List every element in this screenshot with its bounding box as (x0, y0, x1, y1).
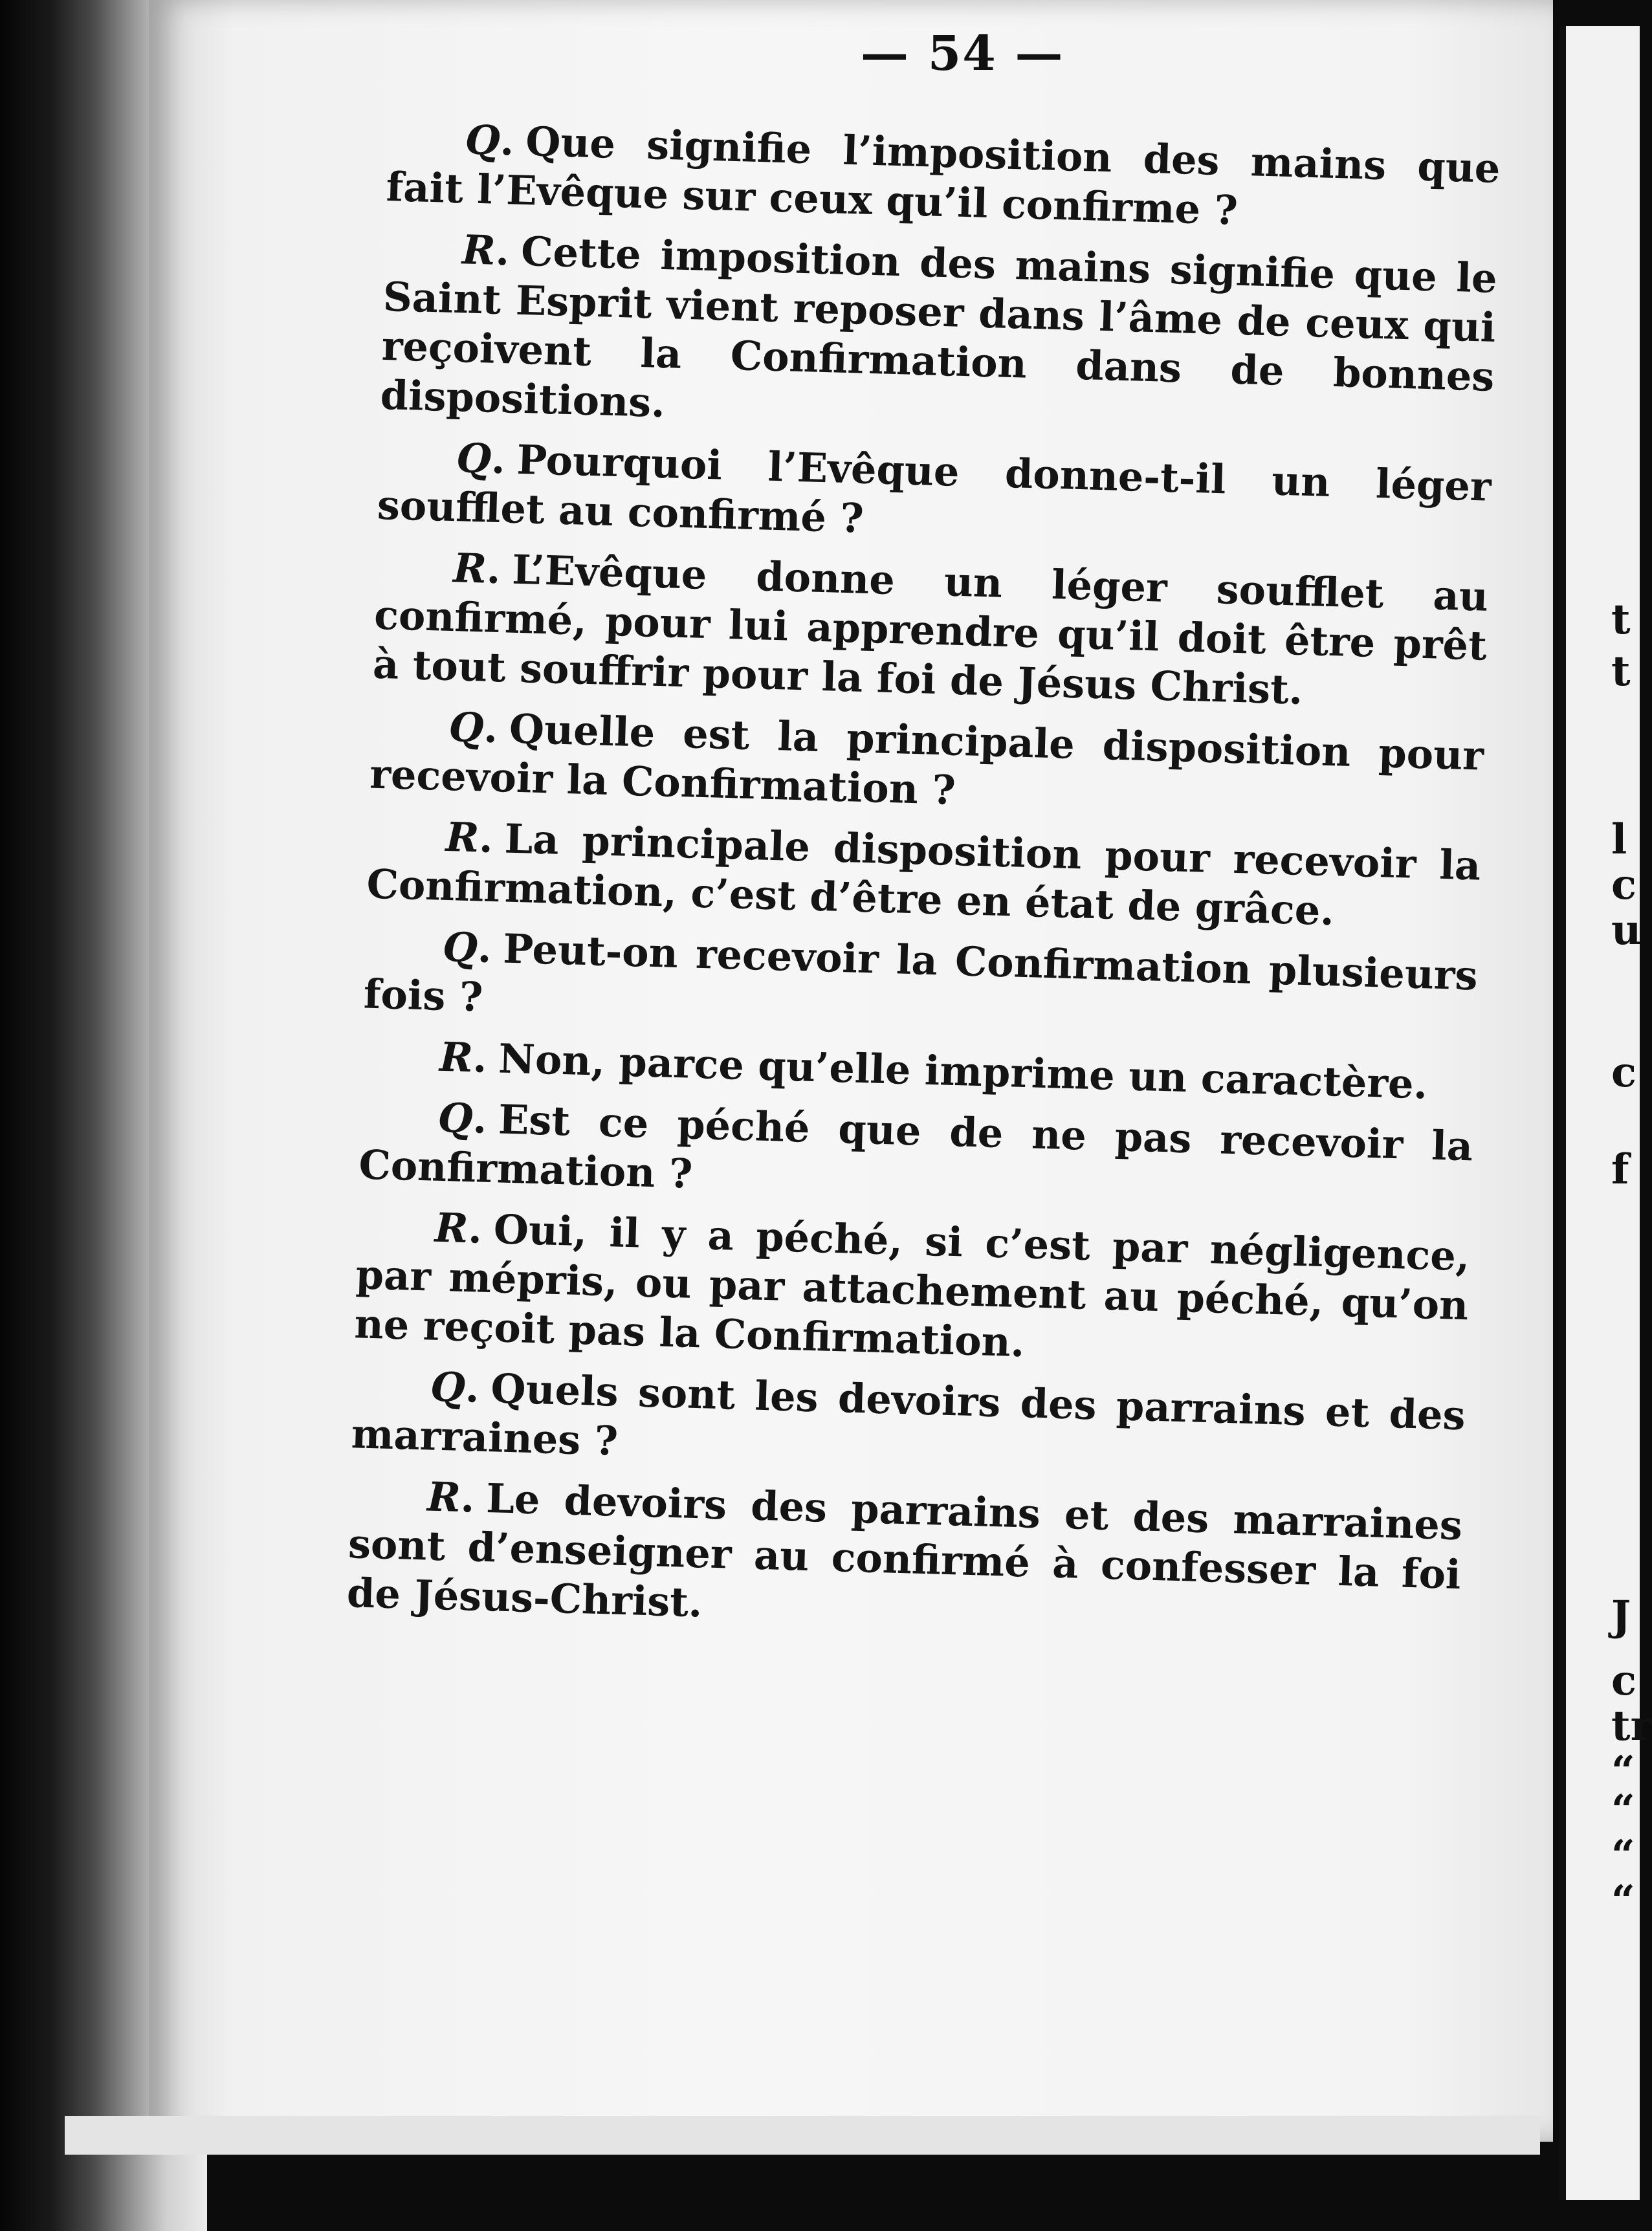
question-text: Pourquoi l’Evêque donne-t-il un léger soufflet au confirmé ? (377, 435, 1492, 542)
answer-text: Oui, il y a péché, si c’est par négligence, par mépris, ou par attachement au péché, qu’on ne reçoit pas la Confirmation. (353, 1205, 1471, 1367)
answer-paragraph: R. Non, parce qu’elle imprime un caractère. (439, 1033, 1429, 1108)
answer-paragraph: R. La principale disposition pour recevoir la Confirmation, c’est d’être en état de grâce. (366, 813, 1482, 935)
answer-marker: R (426, 1473, 461, 1521)
question-marker: Q (456, 434, 492, 483)
answer-marker: R (439, 1033, 474, 1082)
adjacent-page-fragment: c (1611, 1048, 1636, 1097)
question-paragraph: Q. Pourquoi l’Evêque donne-t-il un léger soufflet au confirmé ? (377, 434, 1492, 542)
adjacent-page-fragment: c (1611, 1656, 1636, 1705)
adjacent-page-fragment: J (1611, 1592, 1631, 1640)
answer-text: La principale disposition pour recevoir la Confirmation, c’est d’être en état de grâce. (366, 815, 1482, 935)
adjacent-page-fragment: t (1611, 647, 1631, 696)
answer-marker: R (452, 544, 487, 593)
answer-paragraph: R. Cette imposition des mains signifie que le Saint Esprit vient reposer dans l’âme de ceux qui reçoivent la Confirmation dans de bonnes dispositions. (379, 226, 1498, 427)
question-paragraph: Q. Peut-on recevoir la Confirmation plusieurs fois ? (362, 923, 1479, 1021)
question-paragraph: Q. Quels sont les devoirs des parrains et des marraines ? (350, 1363, 1466, 1465)
question-text: Quels sont les devoirs des parrains et des marraines ? (350, 1365, 1466, 1465)
question-marker: Q (430, 1363, 467, 1412)
adjacent-page-fragment: t (1611, 595, 1631, 644)
answer-marker: R (445, 813, 480, 862)
adjacent-page-fragment: “ (1611, 1876, 1635, 1925)
catechism-text (346, 113, 1501, 1660)
adjacent-page-fragment: “ (1611, 1831, 1635, 1880)
question-text: Que signifie l’imposition des mains que fait l’Evêque sur ceux qu’il confirme ? (385, 117, 1501, 234)
question-text: Quelle est la principale disposition pour recevoir la Confirmation ? (369, 705, 1484, 814)
question-marker: Q (442, 923, 479, 972)
adjacent-page-fragment: c (1611, 861, 1636, 909)
answer-text: Le devoirs des parrains et des marraines sont d’enseigner au confirmé à confesser la foi de Jésus-Christ. (346, 1475, 1463, 1627)
adjacent-page-fragment: f (1611, 1145, 1629, 1194)
answer-text: Non, parce qu’elle imprime un caractère. (498, 1035, 1429, 1108)
adjacent-page-fragment: u (1611, 906, 1642, 954)
answer-paragraph: R. Oui, il y a péché, si c’est par négligence, par mépris, ou par attachement au péché, qu’on ne reçoit pas la Confirmation. (353, 1203, 1471, 1367)
question-marker: Q (464, 116, 501, 164)
answer-paragraph: R. Le devoirs des parrains et des marraines sont d’enseigner au confirmé à confesser la foi de Jésus-Christ. (346, 1473, 1463, 1627)
answer-marker: R (461, 226, 496, 274)
question-paragraph: Q. Quelle est la principale disposition pour recevoir la Confirmation ? (369, 703, 1484, 814)
adjacent-page-fragment: l (1611, 815, 1627, 864)
question-text: Peut-on recevoir la Confirmation plusieurs fois ? (362, 925, 1479, 1021)
answer-text: L’Evêque donne un léger soufflet au confirmé, pour lui apprendre qu’il doit être prêt à tout souffrir pour la foi de Jésus Christ. (372, 545, 1489, 714)
answer-marker: R (434, 1203, 469, 1253)
page-number: — 54 — (861, 26, 1064, 82)
adjacent-page-fragment: “ (1611, 1786, 1635, 1834)
page-bottom-edge (65, 2116, 1540, 2155)
question-marker: Q (437, 1094, 474, 1143)
adjacent-page-fragment: tr (1611, 1702, 1652, 1750)
question-paragraph: Q. Est ce péché que de ne pas recevoir la Confirmation ? (358, 1094, 1474, 1198)
question-marker: Q (448, 703, 485, 752)
question-text: Est ce péché que de ne pas recevoir la Confirmation ? (358, 1095, 1474, 1198)
adjacent-page-fragment: “ (1611, 1747, 1635, 1796)
answer-text: Cette imposition des mains signifie que le Saint Esprit vient reposer dans l’âme de ceux qui reçoivent la Confirmation dans de bonnes dispositions. (379, 227, 1498, 427)
adjacent-page-text-fragments (1611, 0, 1652, 2231)
question-paragraph: Q. Que signifie l’imposition des mains que fait l’Evêque sur ceux qu’il confirme ? (385, 116, 1501, 234)
answer-paragraph: R. L’Evêque donne un léger soufflet au confirmé, pour lui apprendre qu’il doit être prêt à tout souffrir pour la foi de Jésus Christ. (372, 544, 1489, 714)
